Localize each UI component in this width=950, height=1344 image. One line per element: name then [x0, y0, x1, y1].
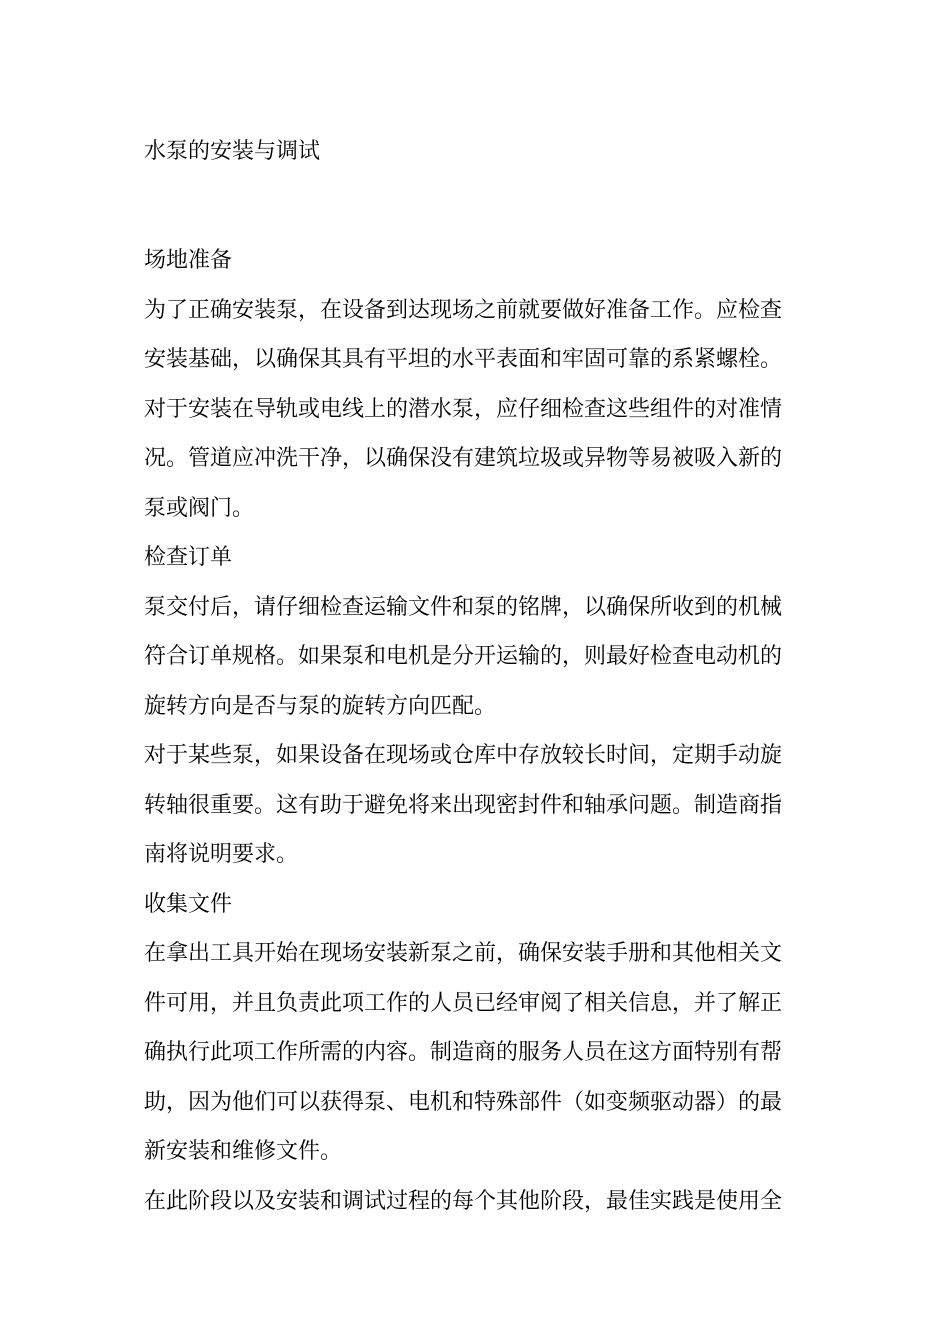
body-line: 场地准备 — [144, 248, 233, 273]
body-line: 旋转方向是否与泵的旋转方向匹配。 — [144, 693, 497, 719]
body-line: 在此阶段以及安装和调试过程的每个其他阶段，最佳实践是使用全 — [144, 1188, 783, 1214]
body-line: 件可用，并且负责此项工作的人员已经审阅了相关信息，并了解正 — [144, 990, 783, 1016]
body-line: 南将说明要求。 — [144, 842, 299, 867]
body-line: 检查订单 — [144, 545, 233, 570]
body-line: 转轴很重要。这有助于避免将来出现密封件和轴承问题。制造商指 — [144, 792, 783, 818]
document-title: 水泵的安装与调试 — [144, 139, 321, 164]
body-line: 泵或阀门。 — [144, 495, 255, 521]
body-line: 况。管道应冲洗干净，以确保没有建筑垃圾或异物等易被吸入新的 — [144, 446, 783, 471]
body-line: 为了正确安装泵，在设备到达现场之前就要做好准备工作。应检查 — [144, 297, 783, 323]
body-line: 助，因为他们可以获得泵、电机和特殊部件（如变频驱动器）的最 — [144, 1089, 783, 1115]
body-line: 确执行此项工作所需的内容。制造商的服务人员在这方面特别有帮 — [144, 1040, 783, 1065]
body-line: 新安装和维修文件。 — [144, 1139, 343, 1164]
body-line: 符合订单规格。如果泵和电机是分开运输的，则最好检查电动机的 — [144, 644, 783, 669]
body-line: 对于某些泵，如果设备在现场或仓库中存放较长时间，定期手动旋 — [144, 743, 783, 768]
body-line: 收集文件 — [144, 891, 233, 917]
body-line: 泵交付后，请仔细检查运输文件和泵的铭牌，以确保所收到的机械 — [144, 594, 783, 620]
body-line: 对于安装在导轨或电线上的潜水泵，应仔细检查这些组件的对准情 — [144, 396, 783, 422]
body-line: 在拿出工具开始在现场安装新泵之前，确保安装手册和其他相关文 — [144, 941, 783, 966]
body-line: 安装基础，以确保其具有平坦的水平表面和牢固可靠的系紧螺栓。 — [144, 347, 783, 372]
document-body — [144, 236, 810, 1226]
